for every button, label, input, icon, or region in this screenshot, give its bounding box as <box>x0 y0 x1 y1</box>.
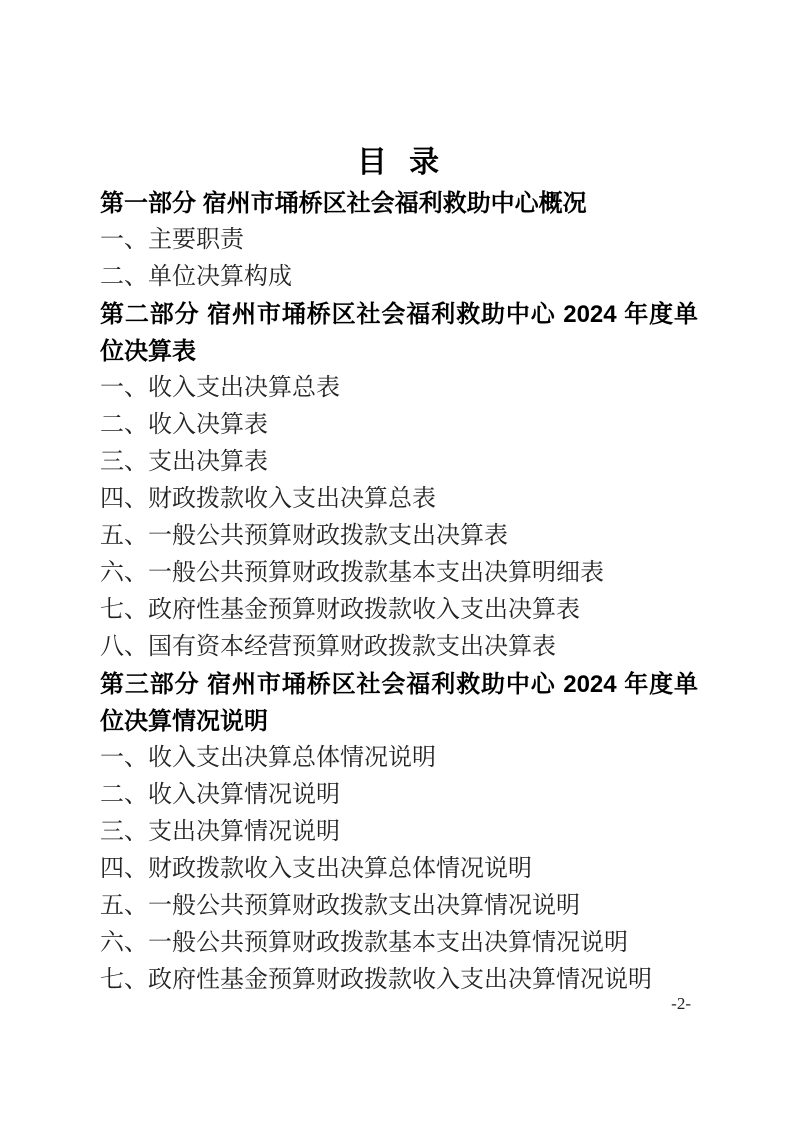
toc-item: 三、支出决算情况说明 <box>100 819 340 845</box>
toc-item: 二、收入决算表 <box>100 412 268 438</box>
toc-item: 五、一般公共预算财政拨款支出决算表 <box>100 523 508 549</box>
toc-item: 二、收入决算情况说明 <box>100 782 340 808</box>
page-title: 目 录 <box>356 146 442 179</box>
toc-item: 七、政府性基金预算财政拨款收入支出决算表 <box>100 597 580 623</box>
section-heading: 第三部分 宿州市埇桥区社会福利救助中心 2024 年度单位决算情况说明 <box>100 671 698 735</box>
page-content <box>100 143 698 999</box>
toc-item: 六、一般公共预算财政拨款基本支出决算情况说明 <box>100 930 628 956</box>
toc-item: 四、财政拨款收入支出决算总表 <box>100 486 436 512</box>
toc-item: 一、收入支出决算总表 <box>100 375 340 401</box>
toc-item: 一、主要职责 <box>100 227 244 253</box>
section-heading: 第二部分 宿州市埇桥区社会福利救助中心 2024 年度单位决算表 <box>100 301 698 365</box>
section-heading: 第一部分 宿州市埇桥区社会福利救助中心概况 <box>100 190 587 217</box>
toc-item: 五、一般公共预算财政拨款支出决算情况说明 <box>100 893 580 919</box>
page-number: -2- <box>671 994 691 1013</box>
toc-item: 七、政府性基金预算财政拨款收入支出决算情况说明 <box>100 967 652 993</box>
toc-item: 八、国有资本经营预算财政拨款支出决算表 <box>100 634 556 660</box>
toc-item: 四、财政拨款收入支出决算总体情况说明 <box>100 856 532 882</box>
toc-item: 六、一般公共预算财政拨款基本支出决算明细表 <box>100 560 604 586</box>
table-of-contents <box>100 185 698 999</box>
toc-item: 二、单位决算构成 <box>100 264 292 290</box>
toc-item: 一、收入支出决算总体情况说明 <box>100 745 436 771</box>
toc-item: 三、支出决算表 <box>100 449 268 475</box>
